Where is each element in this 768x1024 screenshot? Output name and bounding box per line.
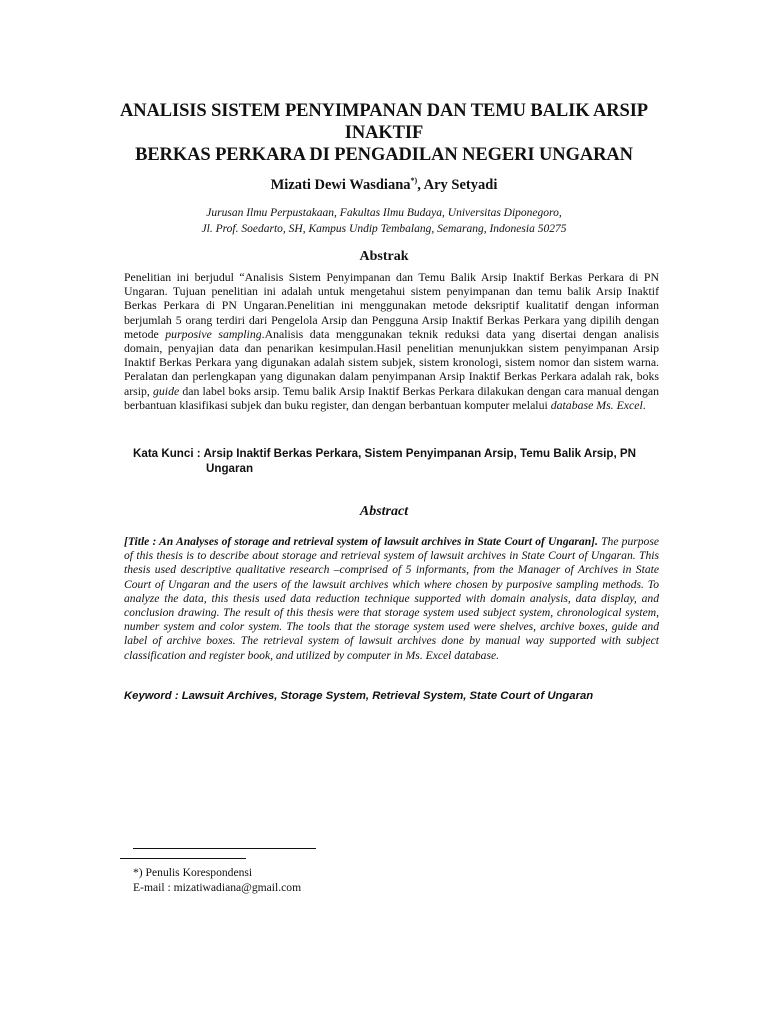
author-1: Mizati Dewi Wasdiana — [270, 177, 411, 193]
kata-kunci-line-1: Arsip Inaktif Berkas Perkara, Sistem Penyimpanan Arsip, Temu Balik Arsip, PN — [203, 447, 637, 460]
abstrak-body — [124, 270, 659, 412]
abstrak-text-italic-3: database Ms. Excel — [550, 397, 643, 412]
abstrak-text-1: Penelitian ini berjudul “Analisis Sistem Penyimpanan dan Temu Balik Arsip Inaktif Berkas Perkara di PN Ungaran. Tujuan penelitian ini adalah untuk mengetahui sistem penyimpanan dan temu balik Arsip Inaktif Berkas Perkara di PN Ungaran.Penelitian ini menggunakan metode deksriptif kualitatif dengan informan berjumlah 5 orang terdiri dari Pengelola Arsip dan Pengguna Arsip Inaktif Berkas Perkara yang dipilih dengan metode — [124, 270, 659, 341]
abstract-title: [Title : An Analyses of storage and retrieval system of lawsuit archives in State Court of Ungaran]. — [124, 535, 598, 548]
abstrak-text-italic-1: purposive sampling — [165, 326, 262, 341]
kata-kunci-line-2: Ungaran — [206, 461, 254, 475]
affiliation-line-1: Jurusan Ilmu Perpustakaan, Fakultas Ilmu Budaya, Universitas Diponegoro, — [206, 207, 562, 219]
paper-title-line-1: ANALISIS SISTEM PENYIMPANAN DAN TEMU BALIK ARSIP INAKTIF — [119, 101, 648, 143]
paper-title-line-2: BERKAS PERKARA DI PENGADILAN NEGERI UNGARAN — [135, 145, 633, 165]
footnote-email: E-mail : mizatiwadiana@gmail.com — [133, 881, 302, 894]
affiliation-line-2: Jl. Prof. Soedarto, SH, Kampus Undip Tembalang, Semarang, Indonesia 50275 — [201, 223, 567, 235]
abstrak-text-4: . — [642, 397, 646, 412]
affiliation — [100, 205, 668, 237]
author-2: , Ary Setyadi — [417, 177, 498, 193]
footnote-rule-top — [133, 848, 316, 849]
kata-kunci-label: Kata Kunci : — [133, 447, 204, 460]
abstract-body — [124, 535, 659, 663]
abstrak-heading: Abstrak — [359, 249, 409, 264]
abstract-text: The purpose of this thesis is to describe about storage and retrieval system of lawsuit archives in State Court of Ungaran. This thesis used descriptive qualitative research –comprised of 5 informants, from the Manager of Archives in State Court of Ungaran and the users of the lawsuit archives which where chosen by purposive sampling methods. To analyze the data, this thesis used data reduction technique supported with domain analysis, data display, and conclusion drawing. The result of this thesis were that storage system used subject system, chronological system, number system and color system. The tools that the storage system used were shelves, archive boxes, guide and label of archive boxes. The retrieval system of lawsuit archives done by manual way supported with subject classification and register book, and utilized by computer in Ms. Excel database. — [124, 535, 660, 662]
footnote-line-1: *) Penulis Korespondensi — [133, 866, 253, 879]
keyword-line: Keyword : Lawsuit Archives, Storage System, Retrieval System, State Court of Ungaran — [124, 690, 594, 702]
kata-kunci — [133, 447, 663, 476]
abstract-heading: Abstract — [359, 504, 409, 519]
abstrak-text-2: .Analisis data menggunakan teknik reduksi data yang disertai dengan analisis domain, penyajian data dan penarikan kesimpulan.Hasil penelitian menunjukkan sistem penyimpanan Arsip Inaktif Berkas Perkara yang digunakan adalah sistem subjek, sistem kronologi, sistem nomor dan sistem warna. Peralatan dan perlengkapan yang digunakan dalam penyimpanan Arsip Inaktif Berkas Perkara adalah rak, boks arsip, — [124, 326, 660, 398]
paper-title — [80, 100, 688, 166]
corresponding-marker: *) — [410, 176, 418, 185]
abstrak-text-3: dan label boks arsip. Temu balik Arsip Inaktif Berkas Perkara dilakukan dengan cara manual dengan berbantuan klasifikasi subjek dan buku register, dan dengan berbantuan komputer melalui — [124, 383, 659, 412]
footnote — [133, 865, 533, 895]
abstrak-text-italic-2: guide — [153, 383, 180, 398]
footnote-rule-bottom — [120, 858, 246, 859]
author-list — [100, 172, 668, 194]
